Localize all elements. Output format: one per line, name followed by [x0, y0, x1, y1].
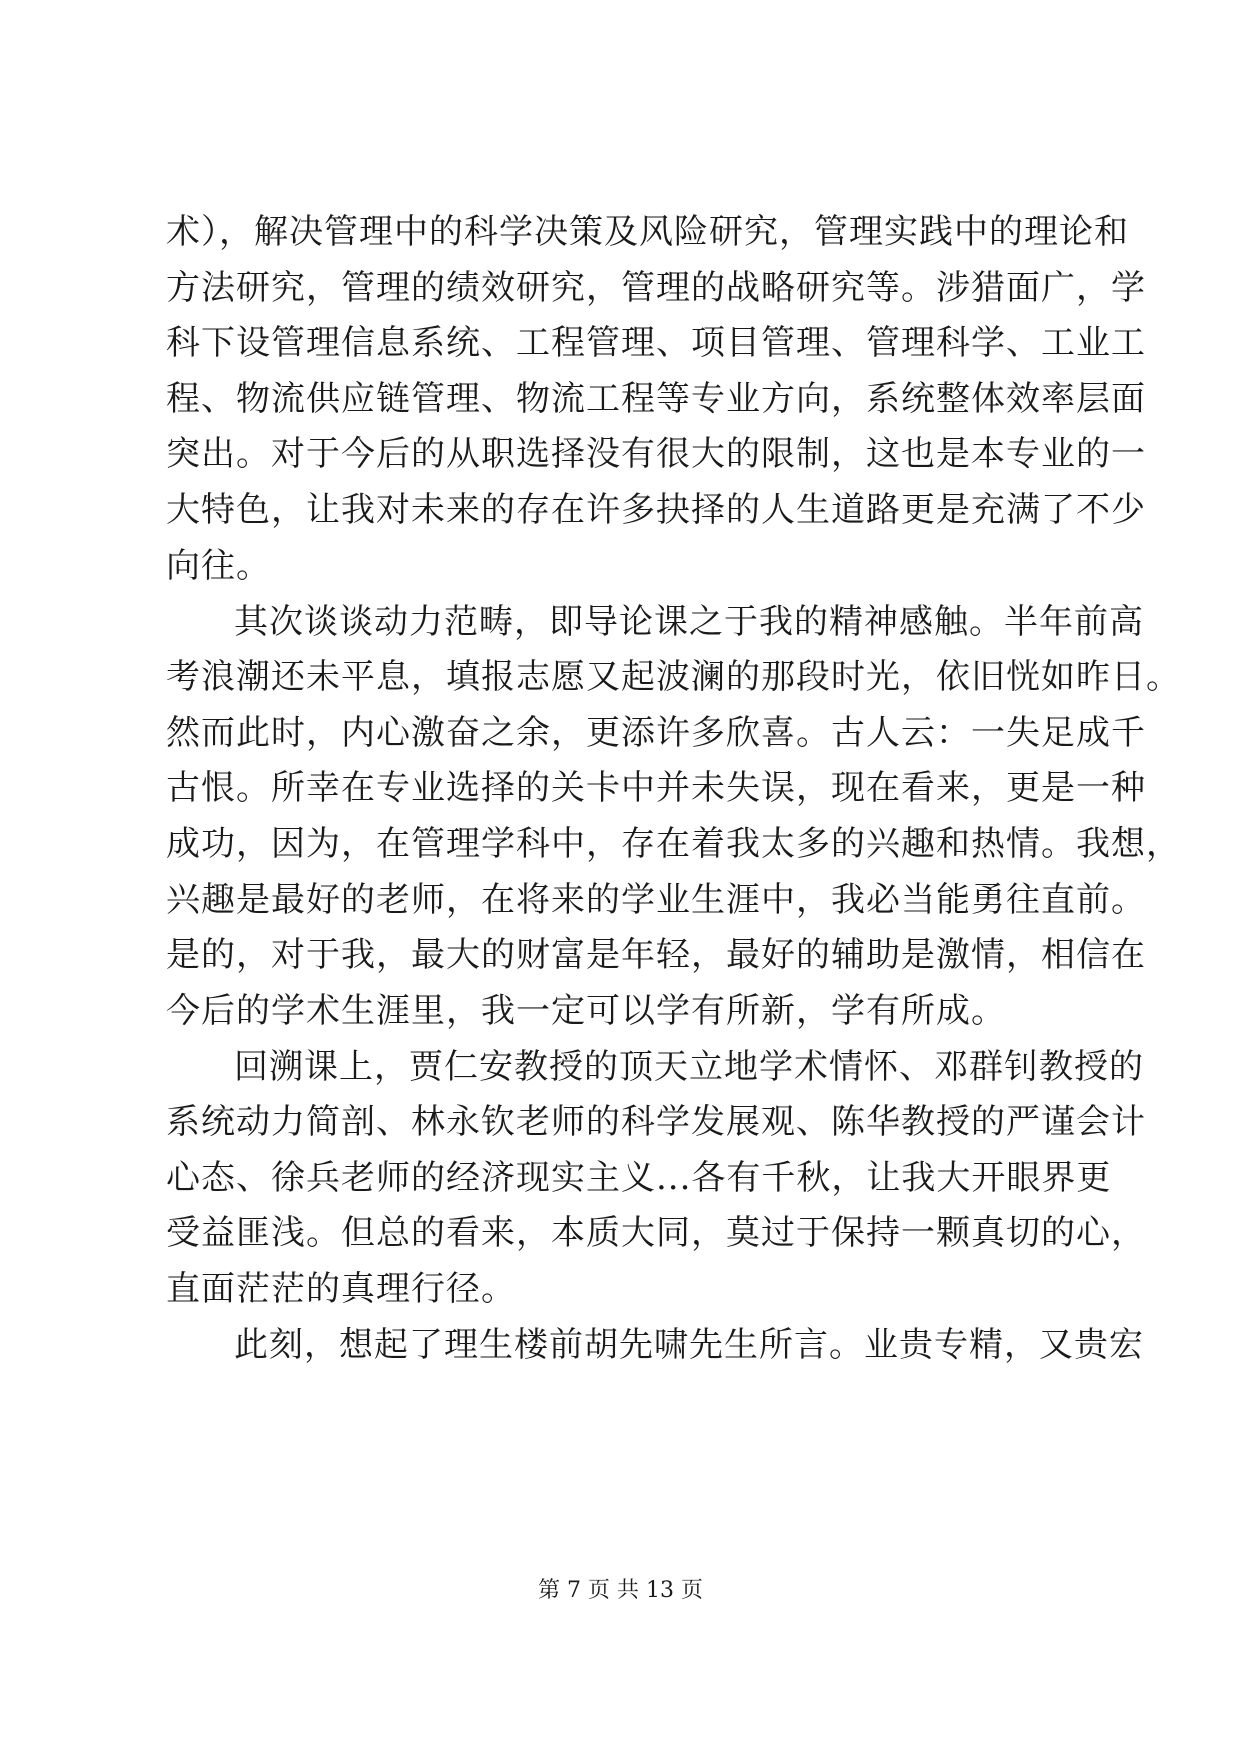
text-line: 是的，对于我，最大的财富是年轻，最好的辅助是激情，相信在	[166, 935, 1146, 975]
text-line: 考浪潮还未平息，填报志愿又起波澜的那段时光，依旧恍如昨日。	[166, 657, 1181, 697]
text-line: 大特色，让我对未来的存在许多抉择的人生道路更是充满了不少	[166, 490, 1146, 530]
text-line: 系统动力简剖、林永钦老师的科学发展观、陈华教授的严谨会计	[166, 1102, 1146, 1142]
paragraph-first-line: 此刻，想起了理生楼前胡先啸先生所言。业贵专精，又贵宏	[234, 1325, 1144, 1365]
text-line: 科下设管理信息系统、工程管理、项目管理、管理科学、工业工	[166, 323, 1146, 363]
text-line: 然而此时，内心激奋之余，更添许多欣喜。古人云：一失足成千	[166, 713, 1146, 753]
text-line: 受益匪浅。但总的看来，本质大同，莫过于保持一颗真切的心，	[166, 1213, 1146, 1253]
text-line: 直面茫茫的真理行径。	[166, 1269, 516, 1309]
text-line: 今后的学术生涯里，我一定可以学有所新，学有所成。	[166, 991, 1006, 1031]
text-line: 术），解决管理中的科学决策及风险研究，管理实践中的理论和	[166, 212, 1129, 252]
paragraph-first-line: 回溯课上，贾仁安教授的顶天立地学术情怀、邓群钊教授的	[234, 1047, 1144, 1087]
text-line: 程、物流供应链管理、物流工程等专业方向，系统整体效率层面	[166, 379, 1146, 419]
text-line: 兴趣是最好的老师，在将来的学业生涯中，我必当能勇往直前。	[166, 880, 1146, 920]
text-line: 心态、徐兵老师的经济现实主义...各有千秋，让我大开眼界更	[166, 1158, 1112, 1198]
paragraph-first-line: 其次谈谈动力范畴，即导论课之于我的精神感触。半年前高	[234, 602, 1144, 642]
text-line: 向往。	[166, 546, 271, 586]
text-line: 古恨。所幸在专业选择的关卡中并未失误，现在看来，更是一种	[166, 768, 1146, 808]
text-line: 突出。对于今后的从职选择没有很大的限制，这也是本专业的一	[166, 434, 1146, 474]
text-line: 方法研究，管理的绩效研究，管理的战略研究等。涉猎面广，学	[166, 268, 1146, 308]
page-number-footer: 第 7 页 共 13 页	[538, 1578, 703, 1603]
text-line: 成功，因为，在管理学科中，存在着我太多的兴趣和热情。我想，	[166, 824, 1181, 864]
